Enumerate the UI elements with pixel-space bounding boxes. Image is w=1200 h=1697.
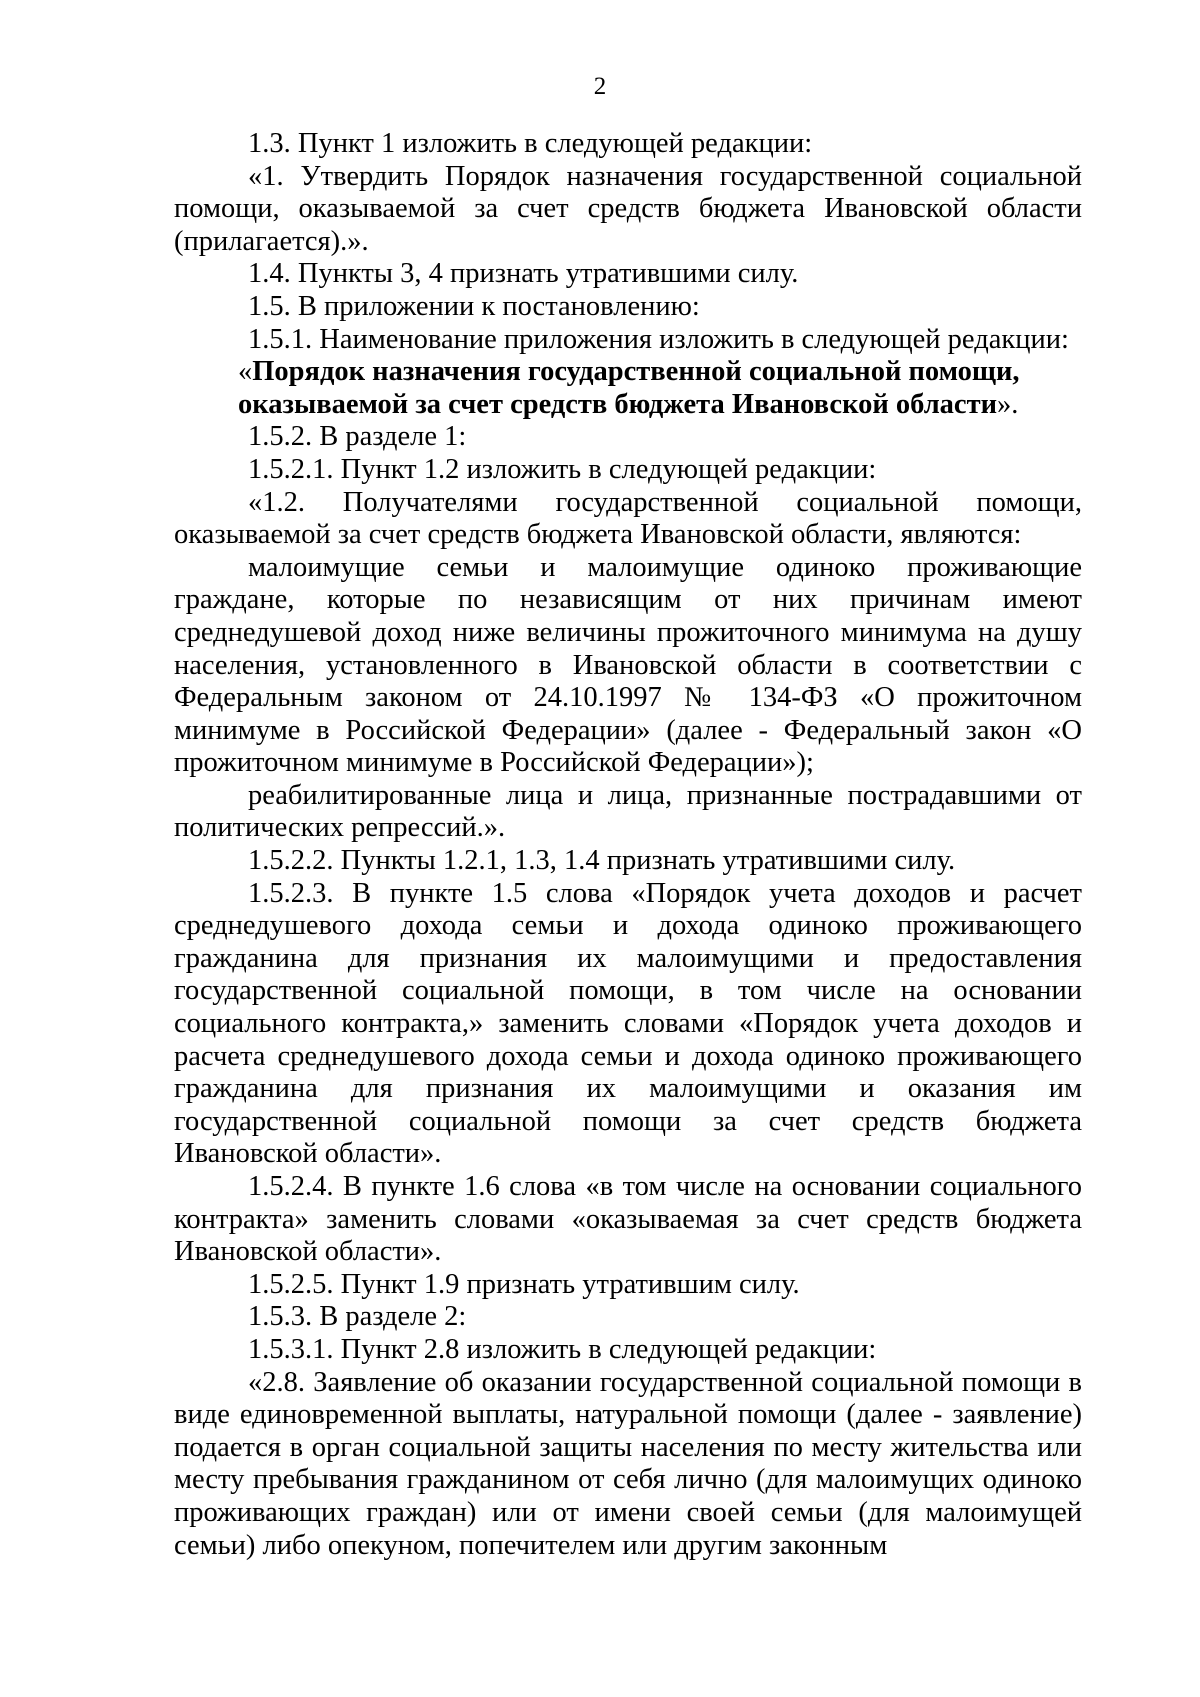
paragraph-2-8-quote: «2.8. Заявление об оказании государственной социальной помощи в виде единовременной выплаты, натуральной помощи (далее - заявление) подается в орган социальной защиты населения по месту жительства или месту пребывания гражданином от себя лично (для малоимущих одиноко проживающих граждан) или от имени своей семьи (для малоимущей семьи) либо опекуном, попечителем или другим законным — [174, 1366, 1082, 1561]
paragraph-1-5-2-5: 1.5.2.5. Пункт 1.9 признать утратившим силу. — [248, 1268, 800, 1300]
paragraph-1-5-3-1: 1.5.3.1. Пункт 2.8 изложить в следующей редакции: — [248, 1333, 877, 1365]
paragraph-1-5-1: 1.5.1. Наименование приложения изложить в следующей редакции: — [248, 323, 1069, 355]
paragraph-1-5-2-1: 1.5.2.1. Пункт 1.2 изложить в следующей редакции: — [248, 453, 877, 485]
appendix-title — [174, 356, 1082, 389]
paragraph-1-5-3: 1.5.3. В разделе 2: — [248, 1301, 467, 1333]
paragraph-1-3-quote: «1. Утвердить Порядок назначения государственной социальной помощи, оказываемой за счет средств бюджета Ивановской области (прилагается).». — [174, 160, 1082, 257]
title-line-2: оказываемой за счет средств бюджета Ивановской области — [238, 388, 998, 420]
paragraph-1-4: 1.4. Пункты 3, 4 признать утратившими силу. — [248, 258, 799, 290]
paragraph-1-5-2-4: 1.5.2.4. В пункте 1.6 слова «в том числе на основании социального контракта» заменить словами «оказываемая за счет средств бюджета Ивановской области». — [174, 1171, 1082, 1268]
paragraph-1-5-2-3: 1.5.2.3. В пункте 1.5 слова «Порядок учета доходов и расчет среднедушевого дохода семьи и дохода одиноко проживающего гражданина для признания их малоимущими и предоставления государственной социальной помощи, в том числе на основании социального контракта,» заменить словами «Порядок учета доходов и расчета среднедушевого дохода семьи и дохода одиноко проживающего гражданина для признания их малоимущими и оказания им государственной социальной помощи за счет средств бюджета Ивановской области». — [174, 877, 1082, 1170]
document-body — [174, 128, 1082, 1562]
appendix-title-cont — [174, 389, 1082, 422]
paragraph-1-3: 1.3. Пункт 1 изложить в следующей редакции: — [248, 128, 813, 159]
title-open-quote: « — [238, 356, 253, 388]
title-close-quote: ». — [997, 388, 1019, 420]
paragraph-1-5-2: 1.5.2. В разделе 1: — [248, 421, 467, 453]
paragraph-1-5-2-2: 1.5.2.2. Пункты 1.2.1, 1.3, 1.4 признать утратившими силу. — [248, 845, 956, 877]
paragraph-rehabilitated: реабилитированные лица и лица, признанные пострадавшими от политических репрессий.». — [174, 779, 1082, 844]
title-line-1: Порядок назначения государственной социальной помощи, — [252, 356, 1020, 388]
paragraph-low-income: малоимущие семьи и малоимущие одиноко проживающие граждане, которые по независящим от них причинам имеют среднедушевой доход ниже величины прожиточного минимума на душу населения, установленного в Ивановской области в соответствии с Федеральным законом от 24.10.1997 № 134-ФЗ «О прожиточном минимуме в Российской Федерации» (далее - Федеральный закон «О прожиточном минимуме в Российской Федерации»); — [174, 551, 1082, 779]
paragraph-1-5: 1.5. В приложении к постановлению: — [248, 290, 700, 322]
paragraph-1-2-quote: «1.2. Получателями государственной социальной помощи, оказываемой за счет средств бюджета Ивановской области, являются: — [174, 486, 1082, 551]
page-number: 2 — [593, 73, 607, 100]
